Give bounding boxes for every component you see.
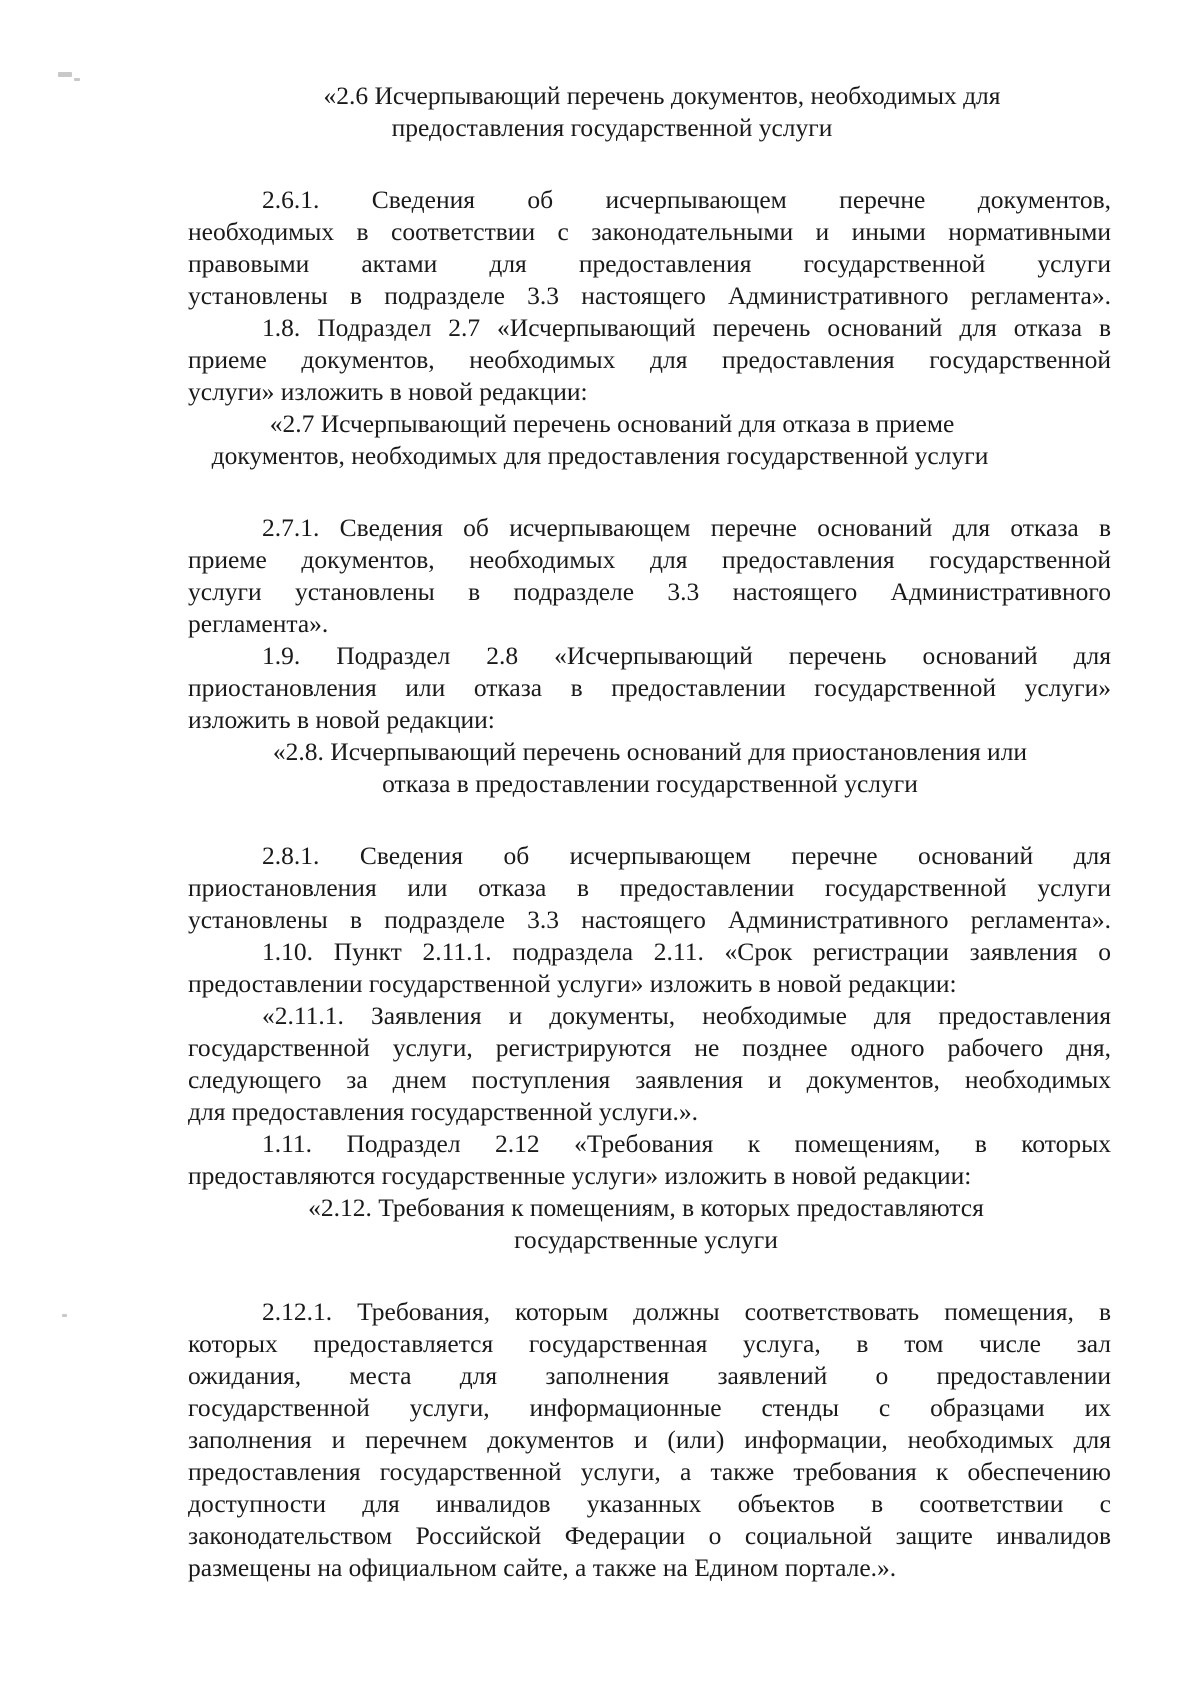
paragraph-line: для предоставления государственной услуги.». xyxy=(188,1097,699,1126)
paragraph-line: 2.8.1. Сведения об исчерпывающем перечне оснований для xyxy=(262,841,1111,870)
paragraph-line: 1.9. Подраздел 2.8 «Исчерпывающий перечень оснований для xyxy=(262,641,1111,670)
heading-line: «2.12. Требования к помещениям, в которых предоставляются xyxy=(308,1193,984,1222)
heading-line: «2.6 Исчерпывающий перечень документов, необходимых для xyxy=(323,81,1001,110)
paragraph-line: установлены в подразделе 3.3 настоящего Административного регламента». xyxy=(188,905,1111,934)
paragraph-line: услуги установлены в подразделе 3.3 настоящего Административного xyxy=(188,577,1111,606)
scan-mark xyxy=(58,72,72,77)
paragraph-line: регламента». xyxy=(188,609,329,638)
heading-line: отказа в предоставлении государственной услуги xyxy=(382,769,918,798)
paragraph-line: приеме документов, необходимых для предоставления государственной xyxy=(188,345,1111,374)
paragraph-line: предоставления государственной услуги, а также требования к обеспечению xyxy=(188,1457,1111,1486)
paragraph-line: услуги» изложить в новой редакции: xyxy=(188,377,588,406)
heading-line: документов, необходимых для предоставления государственной услуги xyxy=(211,441,989,470)
scan-mark xyxy=(62,1314,67,1317)
paragraph-line: 1.11. Подраздел 2.12 «Требования к помещениям, в которых xyxy=(262,1129,1111,1158)
paragraph-line: правовыми актами для предоставления государственной услуги xyxy=(188,249,1111,278)
paragraph-line: 2.12.1. Требования, которым должны соответствовать помещения, в xyxy=(262,1297,1111,1326)
paragraph-line: приеме документов, необходимых для предоставления государственной xyxy=(188,545,1111,574)
paragraph-line: приостановления или отказа в предоставлении государственной услуги xyxy=(188,873,1111,902)
paragraph-line: государственной услуги, информационные стенды с образцами их xyxy=(188,1393,1111,1422)
paragraph-line: заполнения и перечнем документов и (или) информации, необходимых для xyxy=(188,1425,1111,1454)
paragraph-line: необходимых в соответствии с законодательными и иными нормативными xyxy=(188,217,1111,246)
heading-line: «2.7 Исчерпывающий перечень оснований для отказа в приеме xyxy=(269,409,955,438)
paragraph-line: размещены на официальном сайте, а также на Едином портале.». xyxy=(188,1553,897,1582)
paragraph-line: законодательством Российской Федерации о социальной защите инвалидов xyxy=(188,1521,1111,1550)
paragraph-line: 1.8. Подраздел 2.7 «Исчерпывающий перечень оснований для отказа в xyxy=(262,313,1111,342)
paragraph-line: «2.11.1. Заявления и документы, необходимые для предоставления xyxy=(262,1001,1111,1030)
paragraph-line: 1.10. Пункт 2.11.1. подраздела 2.11. «Срок регистрации заявления о xyxy=(262,937,1111,966)
heading-line: государственные услуги xyxy=(514,1225,778,1254)
paragraph-line: установлены в подразделе 3.3 настоящего Административного регламента». xyxy=(188,281,1111,310)
paragraph-line: 2.6.1. Сведения об исчерпывающем перечне документов, xyxy=(262,185,1111,214)
paragraph-line: государственной услуги, регистрируются не позднее одного рабочего дня, xyxy=(188,1033,1111,1062)
paragraph-line: следующего за днем поступления заявления и документов, необходимых xyxy=(188,1065,1111,1094)
heading-line: предоставления государственной услуги xyxy=(391,113,833,142)
paragraph-line: изложить в новой редакции: xyxy=(188,705,495,734)
paragraph-line: доступности для инвалидов указанных объектов в соответствии с xyxy=(188,1489,1111,1518)
paragraph-line: предоставлении государственной услуги» изложить в новой редакции: xyxy=(188,969,957,998)
paragraph-line: приостановления или отказа в предоставлении государственной услуги» xyxy=(188,673,1111,702)
paragraph-line: которых предоставляется государственная услуга, в том числе зал xyxy=(188,1329,1111,1358)
paragraph-line: ожидания, места для заполнения заявлений о предоставлении xyxy=(188,1361,1111,1390)
paragraph-line: предоставляются государственные услуги» изложить в новой редакции: xyxy=(188,1161,972,1190)
heading-line: «2.8. Исчерпывающий перечень оснований для приостановления или xyxy=(272,737,1028,766)
paragraph-line: 2.7.1. Сведения об исчерпывающем перечне оснований для отказа в xyxy=(262,513,1111,542)
